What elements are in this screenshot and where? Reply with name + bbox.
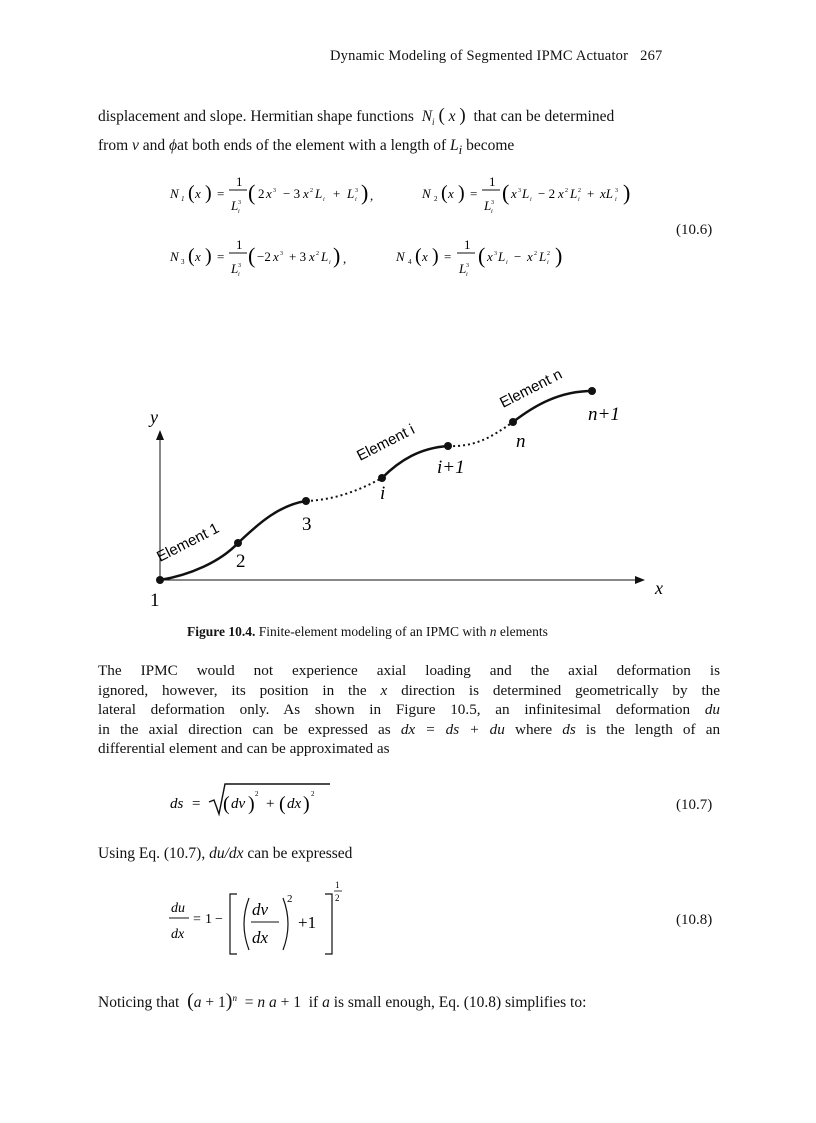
svg-text:x: x xyxy=(303,186,309,201)
svg-text:(: ( xyxy=(223,793,230,815)
running-title: Dynamic Modeling of Segmented IPMC Actuator xyxy=(330,48,629,64)
paragraph-axial-deformation: The IPMC would not experience axial loading and the axial deformation is ignored, however, its position in the x direction is determined geometrically by the lateral deformation only. As shown in Figure 10.5, an infinitesimal deformation du in the axial direction can be expressed as dx = ds + du where ds is the length of an differential element and can be approximated as xyxy=(98,662,721,757)
svg-text:x: x xyxy=(309,249,315,264)
svg-text:,: , xyxy=(343,251,347,266)
element-1-label: Element 1 xyxy=(154,519,223,566)
dotted-segment-2 xyxy=(448,422,513,446)
svg-text:2: 2 xyxy=(335,893,340,903)
svg-text:i: i xyxy=(355,197,357,203)
paragraph-noticing: Noticing that $(a + 1)^n = n$ a + 1 if a is small enough, Eq. (10.8) simplifies to: xyxy=(98,990,587,1013)
svg-text:i: i xyxy=(323,197,325,203)
svg-text:2: 2 xyxy=(287,893,293,905)
svg-text:+: + xyxy=(587,186,595,201)
node-2-label: 2 xyxy=(236,551,246,572)
svg-text:=: = xyxy=(470,186,478,201)
svg-text:2: 2 xyxy=(310,188,313,194)
svg-text:N: N xyxy=(170,186,179,201)
svg-text:+: + xyxy=(333,186,341,201)
svg-text:i: i xyxy=(506,260,508,266)
svg-text:): ) xyxy=(458,182,465,204)
svg-text:2: 2 xyxy=(316,251,319,257)
svg-text:dx: dx xyxy=(252,928,269,947)
node-n-marker xyxy=(509,418,517,426)
node-1-label: 1 xyxy=(150,590,160,611)
figure-finite-element xyxy=(130,350,690,615)
svg-text:1: 1 xyxy=(205,912,212,927)
para1-line2: from v and ϕat both ends of the element with a length of $L_i$ become xyxy=(98,137,515,158)
svg-text:L: L xyxy=(321,249,329,264)
svg-text:x: x xyxy=(273,249,279,264)
svg-text:1: 1 xyxy=(489,174,496,189)
svg-text:− 3: − 3 xyxy=(283,186,301,201)
svg-text:L: L xyxy=(522,186,530,201)
svg-text:): ) xyxy=(333,243,341,268)
svg-text:4: 4 xyxy=(408,258,412,266)
svg-text:=: = xyxy=(217,186,225,201)
svg-text:L: L xyxy=(498,249,506,264)
element-n-label: Element n xyxy=(497,365,566,412)
equation-number-10-7: (10.7) xyxy=(676,797,713,813)
svg-text:i: i xyxy=(238,209,240,215)
svg-text:(: ( xyxy=(248,243,256,268)
paragraph-using-eq: Using Eq. (10.7), du/dx can be expressed xyxy=(98,845,353,862)
x-axis-arrow-icon xyxy=(635,576,645,584)
equation-number-10-6: (10.6) xyxy=(676,222,713,238)
svg-text:2: 2 xyxy=(258,186,265,201)
svg-text:2: 2 xyxy=(565,188,568,194)
running-header xyxy=(330,48,663,65)
svg-text:=: = xyxy=(193,912,201,927)
node-n1-label: n+1 xyxy=(588,404,620,425)
svg-text:1: 1 xyxy=(236,174,243,189)
svg-text:−2: −2 xyxy=(257,249,271,264)
svg-text:+1: +1 xyxy=(298,913,317,932)
svg-text:3: 3 xyxy=(181,258,185,266)
svg-text:dv: dv xyxy=(231,796,246,812)
svg-text:3: 3 xyxy=(355,188,358,194)
svg-text:3: 3 xyxy=(466,263,469,269)
svg-text:1: 1 xyxy=(181,195,185,203)
node-n-label: n xyxy=(516,431,526,452)
svg-text:L: L xyxy=(484,198,492,213)
svg-text:x: x xyxy=(527,249,533,264)
equation-10-7 xyxy=(165,780,365,820)
svg-text:−: − xyxy=(215,912,223,927)
svg-text:dv: dv xyxy=(252,900,269,919)
svg-text:=: = xyxy=(444,249,452,264)
svg-text:xL: xL xyxy=(600,186,613,201)
svg-text:x: x xyxy=(195,186,201,201)
svg-text:3: 3 xyxy=(280,251,283,257)
svg-text:L: L xyxy=(459,261,467,276)
svg-text:− 2: − 2 xyxy=(538,186,556,201)
svg-text:x: x xyxy=(487,249,493,264)
svg-text:i: i xyxy=(238,272,240,278)
svg-text:): ) xyxy=(303,793,310,815)
node-n1-marker xyxy=(588,387,596,395)
svg-text:): ) xyxy=(248,793,255,815)
para1-line1: displacement and slope. Hermitian shape functions $N_i$ ( x ) that can be determined xyxy=(98,105,615,128)
svg-text:(: ( xyxy=(502,180,510,205)
svg-text:L: L xyxy=(231,198,239,213)
svg-text:i: i xyxy=(329,260,331,266)
svg-text:ds: ds xyxy=(170,796,184,812)
node-i1-marker xyxy=(444,442,452,450)
svg-text:i: i xyxy=(530,197,532,203)
svg-text:x: x xyxy=(195,249,201,264)
svg-text:): ) xyxy=(205,182,212,204)
svg-text:2: 2 xyxy=(547,251,550,257)
svg-text:3: 3 xyxy=(238,200,241,206)
y-axis-label: y xyxy=(150,407,158,427)
svg-text:L: L xyxy=(570,186,578,201)
svg-text:2: 2 xyxy=(434,195,438,203)
svg-text:3: 3 xyxy=(238,263,241,269)
svg-text:x: x xyxy=(558,186,564,201)
svg-text:dx: dx xyxy=(287,796,302,812)
svg-text:x: x xyxy=(511,186,517,201)
svg-text:(: ( xyxy=(279,793,286,815)
svg-text:dx: dx xyxy=(171,927,185,942)
svg-text:=: = xyxy=(217,249,225,264)
svg-text:L: L xyxy=(539,249,547,264)
svg-text:N: N xyxy=(170,249,179,264)
node-i-marker xyxy=(378,474,386,482)
svg-text:N: N xyxy=(422,186,431,201)
svg-text:3: 3 xyxy=(491,200,494,206)
svg-text:x: x xyxy=(448,186,454,201)
svg-text:): ) xyxy=(205,245,212,267)
svg-text:2: 2 xyxy=(255,790,259,798)
element-i-label: Element i xyxy=(354,421,418,465)
svg-text:=: = xyxy=(192,796,201,812)
svg-text:3: 3 xyxy=(273,188,276,194)
svg-text:−: − xyxy=(514,249,522,264)
x-axis-label: x xyxy=(655,578,663,598)
svg-text:L: L xyxy=(231,261,239,276)
svg-text:i: i xyxy=(466,272,468,278)
svg-text:(: ( xyxy=(188,245,195,267)
dotted-segment-1 xyxy=(306,478,382,501)
svg-text:3: 3 xyxy=(494,251,497,257)
svg-text:(: ( xyxy=(188,182,195,204)
figure-caption: Figure 10.4. Finite-element modeling of an IPMC with n elements xyxy=(187,624,548,639)
node-1-marker xyxy=(156,576,164,584)
svg-text:(: ( xyxy=(248,180,256,205)
svg-text:du: du xyxy=(171,901,185,916)
node-i-label: i xyxy=(380,483,386,504)
svg-text:2: 2 xyxy=(534,251,537,257)
svg-text:1: 1 xyxy=(236,237,243,252)
svg-text:N: N xyxy=(396,249,405,264)
page-number: 267 xyxy=(640,48,663,64)
svg-text:): ) xyxy=(361,180,369,205)
svg-text:,: , xyxy=(370,188,374,203)
svg-text:2: 2 xyxy=(311,790,315,798)
svg-text:x: x xyxy=(266,186,272,201)
equation-number-10-8: (10.8) xyxy=(676,912,713,928)
svg-text:1: 1 xyxy=(335,880,340,890)
svg-text:L: L xyxy=(347,186,355,201)
node-3-label: 3 xyxy=(302,514,312,535)
svg-text:+: + xyxy=(266,796,275,812)
node-2-marker xyxy=(234,539,242,547)
svg-text:): ) xyxy=(623,180,631,205)
svg-text:+ 3: + 3 xyxy=(289,249,307,264)
svg-text:i: i xyxy=(578,197,580,203)
paragraph-shape-functions xyxy=(98,104,720,162)
y-axis-arrow-icon xyxy=(156,430,164,440)
equation-10-6 xyxy=(150,170,730,300)
svg-text:2: 2 xyxy=(578,188,581,194)
svg-text:1: 1 xyxy=(464,237,471,252)
equation-10-8 xyxy=(165,880,365,960)
svg-text:i: i xyxy=(491,209,493,215)
svg-text:i: i xyxy=(615,197,617,203)
svg-text:(: ( xyxy=(441,182,448,204)
svg-text:(: ( xyxy=(478,243,486,268)
svg-text:i: i xyxy=(547,260,549,266)
element-2-curve xyxy=(238,501,306,543)
node-3-marker xyxy=(302,497,310,505)
svg-text:): ) xyxy=(555,243,563,268)
svg-text:L: L xyxy=(315,186,323,201)
svg-text:): ) xyxy=(432,245,439,267)
svg-text:x: x xyxy=(422,249,428,264)
svg-text:3: 3 xyxy=(518,188,521,194)
node-i1-label: i+1 xyxy=(437,457,465,478)
svg-text:3: 3 xyxy=(615,188,618,194)
svg-text:(: ( xyxy=(415,245,422,267)
